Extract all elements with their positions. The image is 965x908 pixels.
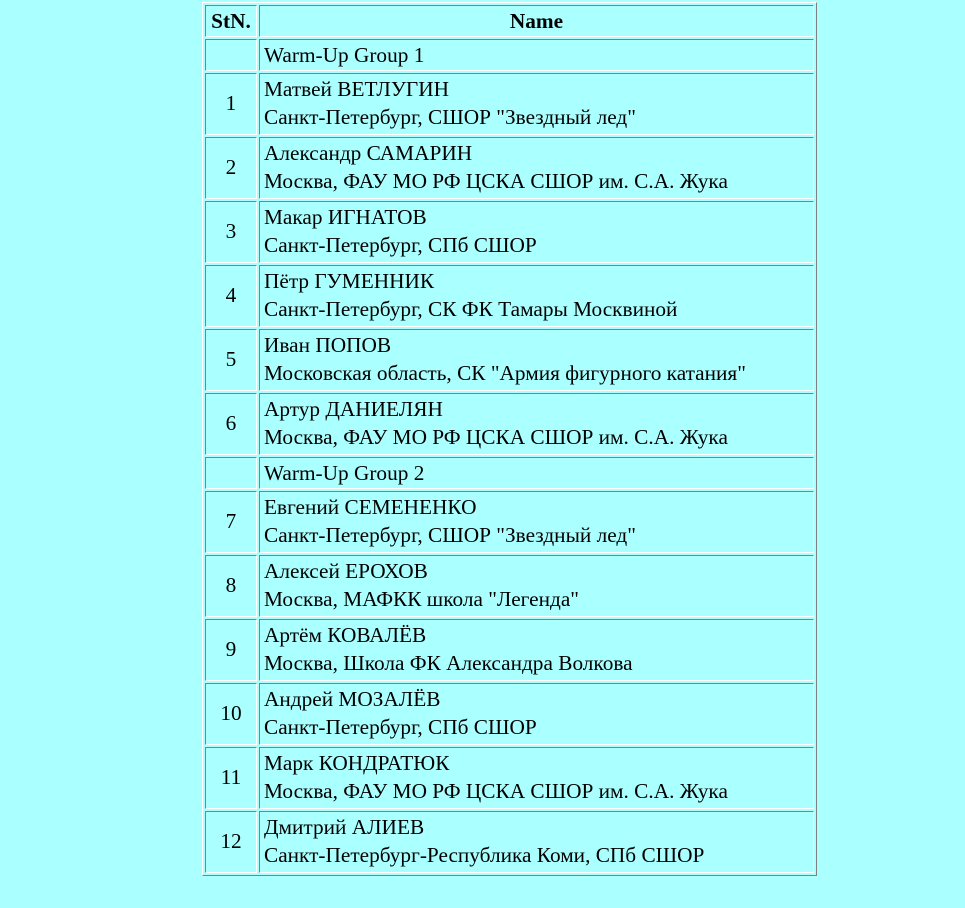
athlete-name: Артур ДАНИЕЛЯН bbox=[264, 397, 443, 421]
athlete-cell bbox=[259, 201, 814, 263]
athlete-name: Евгений СЕМЕНЕНКО bbox=[264, 495, 477, 519]
athlete-club: Санкт-Петербург-Республика Коми, СПб СШОР bbox=[264, 843, 705, 867]
athlete-name: Матвей ВЕТЛУГИН bbox=[264, 77, 450, 101]
stn-cell: 2 bbox=[205, 137, 257, 199]
stn-cell: 3 bbox=[205, 201, 257, 263]
starting-order-table bbox=[202, 2, 817, 876]
athlete-name: Иван ПОПОВ bbox=[264, 333, 392, 357]
group-stn-cell bbox=[205, 457, 257, 489]
stn-cell: 7 bbox=[205, 491, 257, 553]
athlete-name: Пётр ГУМЕННИК bbox=[264, 269, 435, 293]
group-stn-cell bbox=[205, 39, 257, 71]
athlete-cell bbox=[259, 683, 814, 745]
athlete-cell bbox=[259, 747, 814, 809]
stn-cell: 8 bbox=[205, 555, 257, 617]
athlete-cell bbox=[259, 137, 814, 199]
table-row bbox=[205, 555, 814, 617]
stn-cell: 1 bbox=[205, 73, 257, 135]
athlete-club: Москва, ФАУ МО РФ ЦСКА СШОР им. С.А. Жука bbox=[264, 425, 728, 449]
athlete-cell bbox=[259, 393, 814, 455]
athlete-club: Санкт-Петербург, СШОР "Звездный лед" bbox=[264, 105, 636, 129]
table-row bbox=[205, 137, 814, 199]
stn-cell: 4 bbox=[205, 265, 257, 327]
table-row bbox=[205, 393, 814, 455]
athlete-name: Алексей ЕРОХОВ bbox=[264, 559, 428, 583]
table-row bbox=[205, 201, 814, 263]
athlete-club: Санкт-Петербург, СШОР "Звездный лед" bbox=[264, 523, 636, 547]
table-row bbox=[205, 265, 814, 327]
athlete-cell bbox=[259, 619, 814, 681]
athlete-name: Александр САМАРИН bbox=[264, 141, 473, 165]
athlete-club: Москва, ФАУ МО РФ ЦСКА СШОР им. С.А. Жука bbox=[264, 169, 728, 193]
stn-cell: 10 bbox=[205, 683, 257, 745]
stn-cell: 11 bbox=[205, 747, 257, 809]
athlete-cell bbox=[259, 265, 814, 327]
athlete-cell bbox=[259, 329, 814, 391]
table-body bbox=[205, 39, 814, 873]
group-row bbox=[205, 457, 814, 489]
athlete-club: Санкт-Петербург, СПб СШОР bbox=[264, 715, 537, 739]
athlete-cell bbox=[259, 73, 814, 135]
athlete-club: Санкт-Петербург, СПб СШОР bbox=[264, 233, 537, 257]
athlete-name: Андрей МОЗАЛЁВ bbox=[264, 687, 441, 711]
table-row bbox=[205, 329, 814, 391]
table-row bbox=[205, 683, 814, 745]
athlete-cell bbox=[259, 491, 814, 553]
athlete-name: Марк КОНДРАТЮК bbox=[264, 751, 450, 775]
athlete-cell bbox=[259, 811, 814, 873]
header-row bbox=[205, 5, 814, 37]
athlete-club: Санкт-Петербург, СК ФК Тамары Москвиной bbox=[264, 297, 678, 321]
athlete-club: Москва, Школа ФК Александра Волкова bbox=[264, 651, 633, 675]
group-label: Warm-Up Group 1 bbox=[259, 39, 814, 71]
group-label: Warm-Up Group 2 bbox=[259, 457, 814, 489]
table-row bbox=[205, 811, 814, 873]
stn-cell: 12 bbox=[205, 811, 257, 873]
athlete-name: Макар ИГНАТОВ bbox=[264, 205, 427, 229]
group-row bbox=[205, 39, 814, 71]
table-row bbox=[205, 491, 814, 553]
athlete-cell bbox=[259, 555, 814, 617]
table-row bbox=[205, 747, 814, 809]
athlete-club: Москва, МАФКК школа "Легенда" bbox=[264, 587, 579, 611]
header-stn: StN. bbox=[205, 5, 257, 37]
athlete-club: Московская область, СК "Армия фигурного катания" bbox=[264, 361, 746, 385]
starting-order-container bbox=[202, 2, 817, 876]
table-row bbox=[205, 619, 814, 681]
stn-cell: 9 bbox=[205, 619, 257, 681]
athlete-club: Москва, ФАУ МО РФ ЦСКА СШОР им. С.А. Жука bbox=[264, 779, 728, 803]
table-row bbox=[205, 73, 814, 135]
header-name: Name bbox=[259, 5, 814, 37]
athlete-name: Дмитрий АЛИЕВ bbox=[264, 815, 425, 839]
athlete-name: Артём КОВАЛЁВ bbox=[264, 623, 427, 647]
stn-cell: 6 bbox=[205, 393, 257, 455]
stn-cell: 5 bbox=[205, 329, 257, 391]
